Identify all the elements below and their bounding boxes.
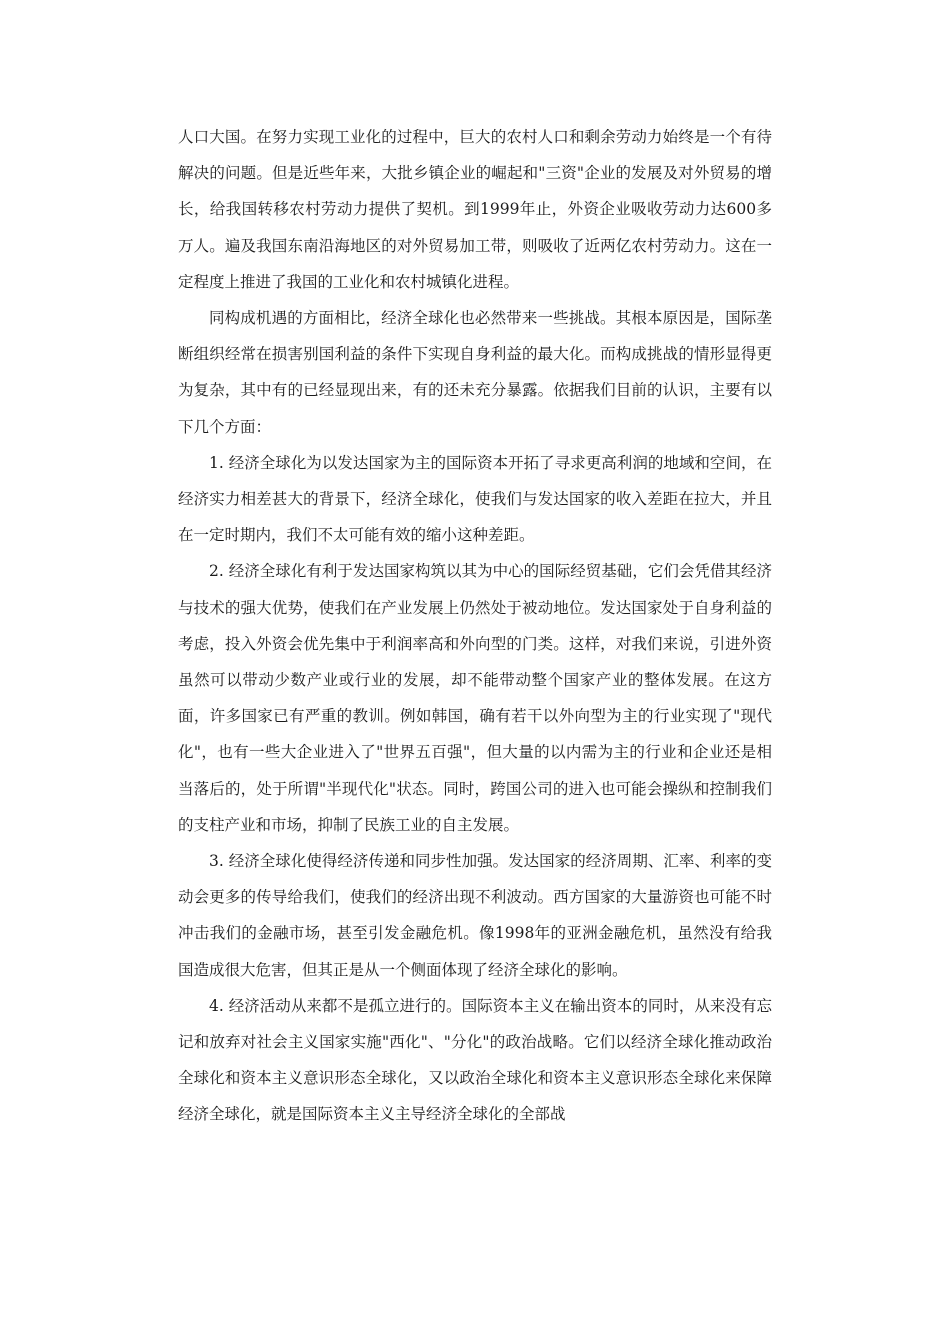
list-item-3: 3. 经济全球化使得经济传递和同步性加强。发达国家的经济周期、汇率、利率的变动会更多的传导给我们，使我们的经济出现不利波动。西方国家的大量游资也可能不时冲击我们的金融市场，甚至引发金融危机。像1998年的亚洲金融危机，虽然没有给我国造成很大危害，但其正是从一个侧面体现了经济全球化的影响。: [178, 852, 772, 979]
paragraph-2: 同构成机遇的方面相比，经济全球化也必然带来一些挑战。其根本原因是，国际垄断组织经常在损害别国利益的条件下实现自身利益的最大化。而构成挑战的情形显得更为复杂，其中有的已经显现出来，有的还未充分暴露。依据我们目前的认识，主要有以下几个方面：: [178, 309, 772, 436]
paragraph-1: 人口大国。在努力实现工业化的过程中，巨大的农村人口和剩余劳动力始终是一个有待解决的问题。但是近些年来，大批乡镇企业的崛起和"三资"企业的发展及对外贸易的增长，给我国转移农村劳动力提供了契机。到1999年止，外资企业吸收劳动力达600多万人。遍及我国东南沿海地区的对外贸易加工带，则吸收了近两亿农村劳动力。这在一定程度上推进了我国的工业化和农村城镇化进程。: [178, 128, 772, 291]
document-body: [178, 119, 772, 1133]
list-item-1: 1. 经济全球化为以发达国家为主的国际资本开拓了寻求更高利润的地域和空间，在经济实力相差甚大的背景下，经济全球化，使我们与发达国家的收入差距在拉大，并且在一定时期内，我们不太可能有效的缩小这种差距。: [178, 453, 772, 545]
list-item-4: 4. 经济活动从来都不是孤立进行的。国际资本主义在输出资本的同时，从来没有忘记和放弃对社会主义国家实施"西化"、"分化"的政治战略。它们以经济全球化推动政治全球化和资本主义意识形态全球化，又以政治全球化和资本主义意识形态全球化来保障经济全球化，就是国际资本主义主导经济全球化的全部战: [178, 996, 772, 1124]
list-item-2: 2. 经济全球化有利于发达国家构筑以其为中心的国际经贸基础，它们会凭借其经济与技术的强大优势，使我们在产业发展上仍然处于被动地位。发达国家处于自身利益的考虑，投入外资会优先集中于利润率高和外向型的门类。这样，对我们来说，引进外资虽然可以带动少数产业或行业的发展，却不能带动整个国家产业的整体发展。在这方面，许多国家已有严重的教训。例如韩国，确有若干以外向型为主的行业实现了"现代化"，也有一些大企业进入了"世界五百强"，但大量的以内需为主的行业和企业还是相当落后的，处于所谓"半现代化"状态。同时，跨国公司的进入也可能会操纵和控制我们的支柱产业和市场，抑制了民族工业的自主发展。: [178, 562, 772, 834]
